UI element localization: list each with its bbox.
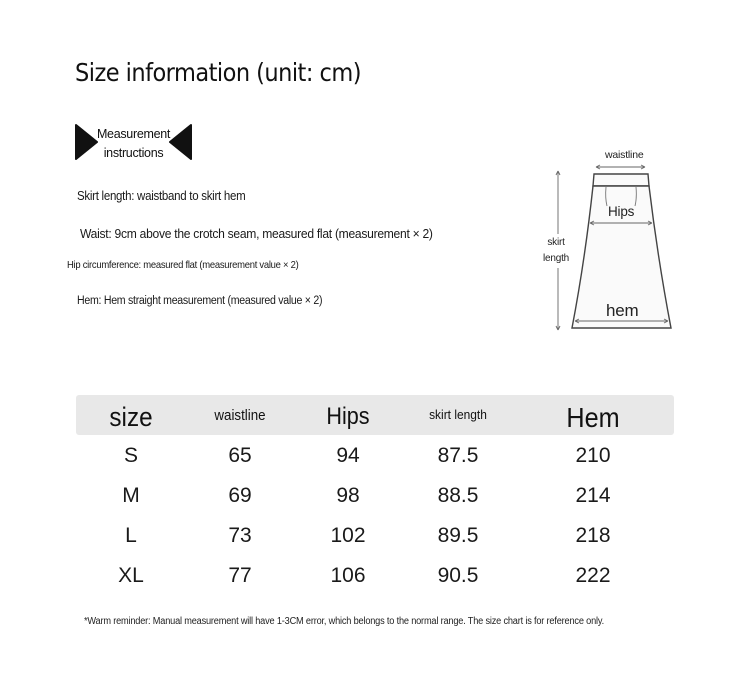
- badge-line-2: instructions: [103, 146, 164, 160]
- skirt-measurement-diagram: [535, 140, 695, 340]
- table-cell-hem: 218: [575, 524, 611, 547]
- diagram-label-skirt-line-2: length: [543, 253, 570, 264]
- table-cell-hem: 222: [575, 564, 611, 587]
- table-cell-size: S: [123, 444, 139, 467]
- table-cell-hips: 98: [336, 484, 360, 507]
- table-cell-skirt-length: 90.5: [437, 564, 479, 587]
- table-cell-hem: 210: [575, 444, 611, 467]
- table-cell-size: M: [122, 484, 140, 507]
- warm-reminder-note: *Warm reminder: Manual measurement will have 1-3CM error, which belongs to the normal range. The size chart is for reference only.: [84, 616, 604, 627]
- table-cell-waistline: 65: [228, 444, 252, 467]
- note-hip-circumference: Hip circumference: measured flat (measurement value × 2): [67, 259, 299, 271]
- table-cell-waistline: 77: [228, 564, 252, 587]
- header-size: size: [109, 402, 153, 432]
- diagram-label-skirt-line-1: skirt: [547, 237, 565, 248]
- table-cell-size: XL: [118, 564, 144, 587]
- header-skirt-length: skirt length: [429, 407, 487, 422]
- header-hips: Hips: [326, 403, 370, 430]
- table-cell-skirt-length: 89.5: [437, 524, 479, 547]
- table-cell-skirt-length: 87.5: [437, 444, 479, 467]
- badge-line-1: Measurement: [96, 127, 171, 141]
- table-cell-hips: 106: [330, 564, 366, 587]
- measurement-instructions-badge: [75, 123, 192, 161]
- page-title: Size information (unit: cm): [75, 58, 361, 87]
- diagram-label-hem: hem: [606, 301, 639, 320]
- table-cell-size: L: [125, 524, 137, 547]
- table-cell-hem: 214: [575, 484, 611, 507]
- header-waistline: waistline: [214, 408, 266, 424]
- table-cell-waistline: 69: [228, 484, 252, 507]
- header-hem: Hem: [566, 402, 620, 433]
- note-waist: Waist: 9cm above the crotch seam, measured flat (measurement × 2): [80, 226, 433, 241]
- table-cell-skirt-length: 88.5: [437, 484, 479, 507]
- table-cell-waistline: 73: [228, 524, 252, 547]
- diagram-label-hips: Hips: [608, 204, 635, 219]
- note-hem: Hem: Hem straight measurement (measured value × 2): [77, 295, 323, 307]
- table-cell-hips: 102: [330, 524, 366, 547]
- note-skirt-length: Skirt length: waistband to skirt hem: [77, 189, 246, 203]
- diagram-label-skirt-length: [543, 235, 569, 267]
- table-cell-hips: 94: [336, 444, 360, 467]
- diagram-label-waistline: waistline: [605, 149, 644, 161]
